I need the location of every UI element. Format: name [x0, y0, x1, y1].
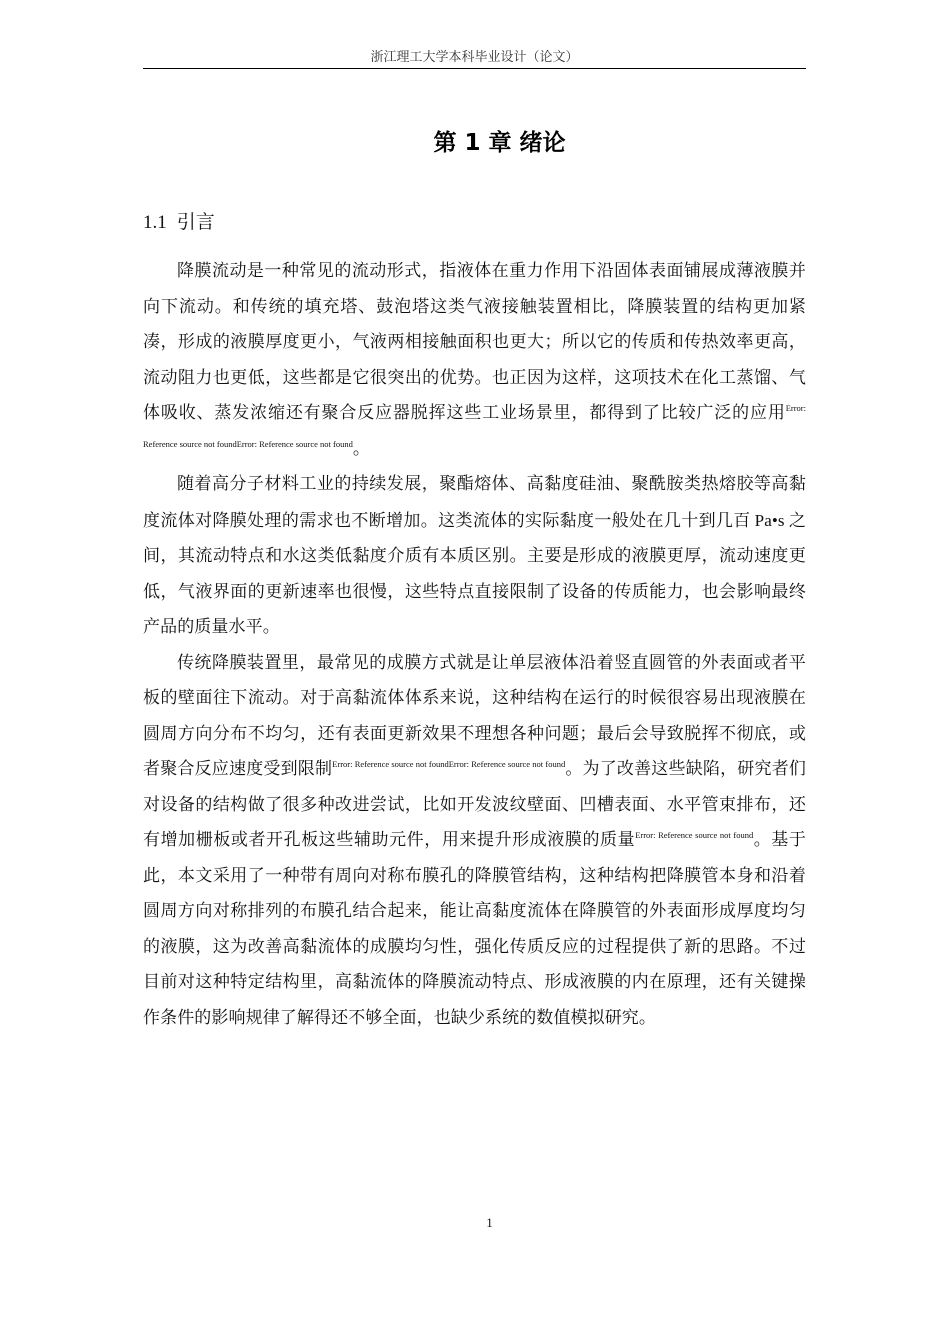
section-number: 1.1	[143, 212, 167, 233]
reference-error-3: Error: Reference source not found	[332, 759, 449, 769]
paragraph-2-end: 之间，其流动特点和水这类低黏度介质有本质区别。主要是形成的液膜更厚，流动速度更低，气液界面的更新速率也很慢，这些特点直接限制了设备的传质能力，也会影响最终产品的质量水平。	[143, 510, 807, 637]
paragraph-2-text: 随着高分子材料工业的持续发展，聚酯熔体、高黏度硅油、聚酰胺类热熔胶等高黏度流体对降膜处理的需求也不断增加。这类流体的实际黏度一般处在几十到几百	[143, 474, 806, 531]
reference-error-5: Error: Reference source not found	[635, 830, 754, 840]
paragraph-3-end: 。基于此，本文采用了一种带有周向对称布膜孔的降膜管结构，这种结构把降膜管本身和沿着圆周方向对称排列的布膜孔结合起来，能让高黏度流体在降膜管的外表面形成厚度均匀的液膜，这为改善高黏流体的成膜均匀性，强化传质反应的过程提供了新的思路。不过目前对这种特定结构里，高黏流体的降膜流动特点、形成液膜的内在原理，还有关键操作条件的影响规律了解得还不够全面，也缺少系统的数值模拟研究。	[143, 830, 806, 1028]
paragraph-1-end: 。	[352, 438, 370, 459]
page-number: 1	[486, 1215, 493, 1230]
paragraph-1	[143, 254, 806, 467]
reference-error-2: Error: Reference source not found	[236, 438, 353, 449]
chapter-title: 第 1 章 绪论	[433, 130, 566, 156]
paragraph-2	[143, 467, 806, 646]
paragraph-3-text: 传统降膜装置里，最常见的成膜方式就是让单层液体沿着竖直圆管的外表面或者平板的壁面往下流动。对于高黏流体体系来说，这种结构在运行的时候很容易出现液膜在圆周方向分布不均匀，还有表面更新效果不理想各种问题；最后会导致脱挥不彻底，或者聚合反应速度受到限制	[143, 652, 806, 779]
running-header: 浙江理工大学本科毕业设计（论文）	[143, 46, 806, 69]
paragraph-3-middle: 。为了改善这些缺陷，研究者们对设备的结构做了很多种改进尝试，比如开发波纹壁面、凹槽表面、水平管束排布，还有增加栅板或者开孔板这些辅助元件，用来提升形成液膜的质量	[143, 759, 806, 850]
viscosity-unit: Pa•s	[754, 510, 785, 530]
reference-error-1: Error: Reference source not found	[143, 403, 806, 449]
paragraph-1-text: 降膜流动是一种常见的流动形式，指液体在重力作用下沿固体表面铺展成薄液膜并向下流动。和传统的填充塔、鼓泡塔这类气液接触装置相比，降膜装置的结构更加紧凑，形成的液膜厚度更小，气液两相接触面积也更大；所以它的传质和传热效率更高，流动阻力也更低，这些都是它很突出的优势。也正因为这样，这项技术在化工蒸馏、气体吸收、蒸发浓缩还有聚合反应器脱挥这些工业场景里，都得到了比较广泛的应用	[143, 261, 806, 423]
reference-error-4: Error: Reference source not found	[448, 759, 566, 769]
section-title: 引言	[176, 211, 215, 233]
section-heading	[143, 207, 215, 234]
body-text	[143, 254, 806, 1036]
paragraph-3	[143, 646, 806, 1037]
